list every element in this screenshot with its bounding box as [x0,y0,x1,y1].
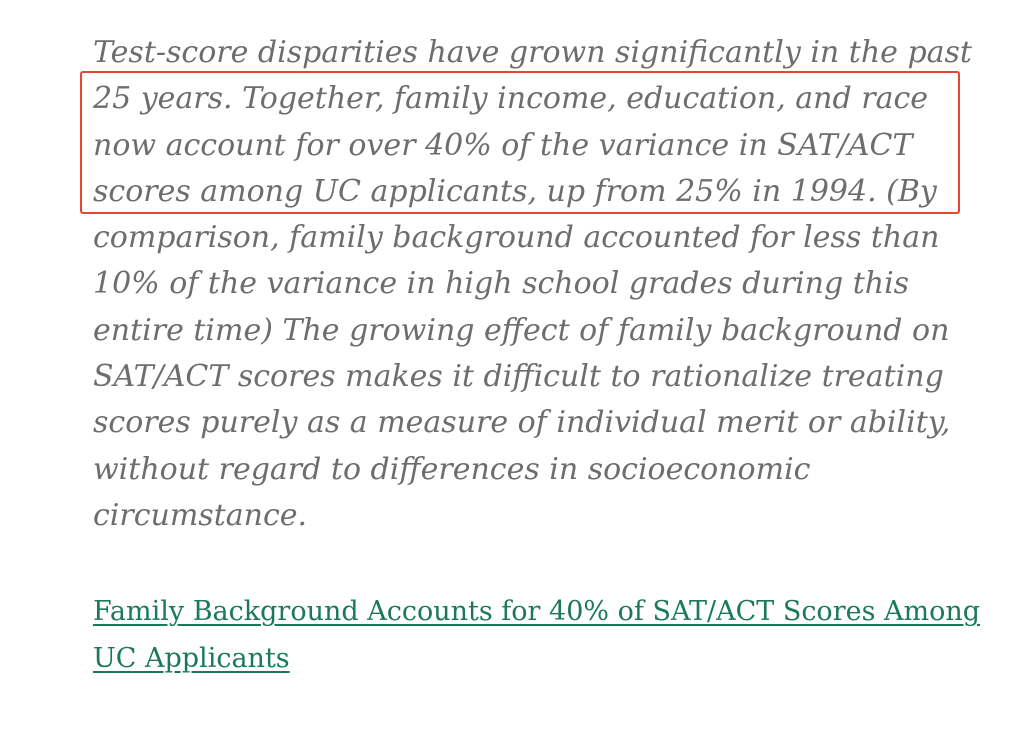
quote-line: scores among UC applicants, up from 25% in 1994. (By [93,173,937,209]
quote-line: scores purely as a measure of individual merit or ability, [93,405,951,441]
quote-line: without regard to differences in socioeconomic [93,451,811,487]
quote-line: Test-score disparities have grown significantly in the past [93,35,972,70]
quote-line: 25 years. Together, family income, education, and race [93,81,929,117]
quote-line: now account for over 40% of the variance in SAT/ACT [93,127,913,163]
source-article-link[interactable] [93,588,993,682]
quote-line: SAT/ACT scores makes it difficult to rationalize treating [93,359,944,395]
quote-line: entire time) The growing effect of family background on [93,312,950,348]
quote-line: comparison, family background accounted for less than [93,220,940,256]
quote-text [93,30,993,539]
quote-line: circumstance. [93,497,308,533]
quote-line: 10% of the variance in high school grades during this [93,266,910,302]
link-line: Family Background Accounts for 40% of SAT/ACT Scores Among [93,596,981,627]
link-line: UC Applicants [93,643,290,674]
